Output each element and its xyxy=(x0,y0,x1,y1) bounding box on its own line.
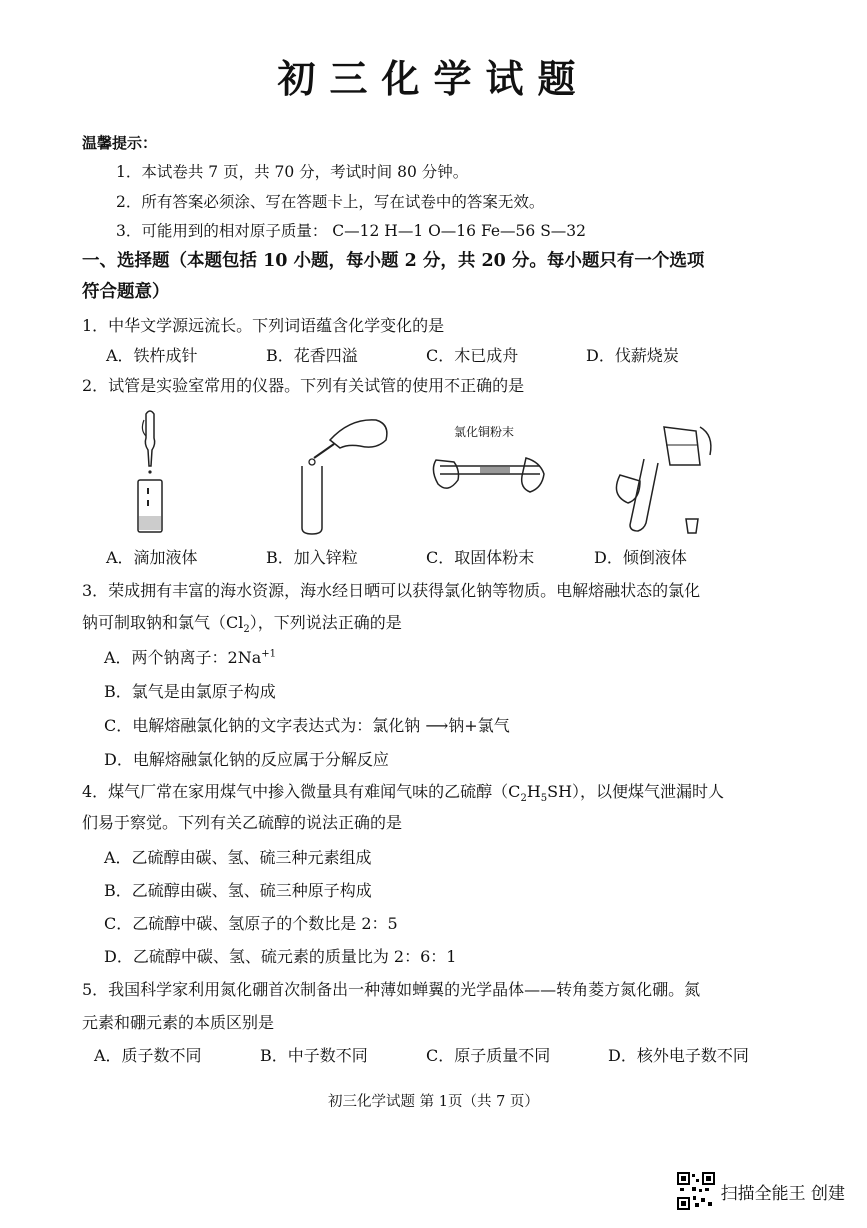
figure-taking-powder xyxy=(430,440,550,510)
q1-option-b: B．花香四溢 xyxy=(266,346,358,365)
q4-option-d: D．乙硫醇中碳、氢、硫元素的质量比为 2：6：1 xyxy=(104,947,457,966)
tip-item-2: 2．所有答案必须涂、写在答题卡上，写在试卷中的答案无效。 xyxy=(116,193,545,211)
q3-option-b: B．氯气是由氯原子构成 xyxy=(104,682,276,701)
q1-stem: 1．中华文学源远流长。下列词语蕴含化学变化的是 xyxy=(82,316,445,335)
tip-item-1: 1．本试卷共 7 页，共 70 分，考试时间 80 分钟。 xyxy=(116,163,469,181)
q2-option-d: D．倾倒液体 xyxy=(594,548,687,567)
section-heading-line2: 符合题意） xyxy=(82,282,170,302)
q4-option-b: B．乙硫醇由碳、氢、硫三种原子构成 xyxy=(104,881,372,900)
q5-option-c: C．原子质量不同 xyxy=(426,1046,551,1065)
figure-pouring-liquid xyxy=(600,415,720,540)
q5-stem-line1: 5．我国科学家利用氮化硼首次制备出一种薄如蝉翼的光学晶体——转角菱方氮化硼。氮 xyxy=(82,980,701,999)
q2-stem: 2．试管是实验室常用的仪器。下列有关试管的使用不正确的是 xyxy=(82,376,525,395)
q4-stem-line1: 4．煤气厂常在家用煤气中掺入微量具有难闻气味的乙硫醇$(C_2H_5SH)$，以便煤气泄漏时人 xyxy=(82,782,725,805)
q4-option-c: C．乙硫醇中碳、氢原子的个数比是 2：5 xyxy=(104,914,398,933)
q5-options xyxy=(94,1043,778,1066)
watermark-text: 扫描全能王 创建 xyxy=(720,1183,845,1204)
q3-option-c: C．电解熔融氯化钠的文字表达式为：氯化钠 ⟶钠+氯气 xyxy=(104,716,510,735)
q3-option-d: D．电解熔融氯化钠的反应属于分解反应 xyxy=(104,750,389,769)
tip-item-3: 3．可能用到的相对原子质量： C—12 H—1 O—16 Fe—56 S—32 xyxy=(116,222,587,240)
q1-option-d: D．伐薪烧炭 xyxy=(586,346,679,365)
arrow-icon: ⟶ xyxy=(425,716,449,735)
page-footer: 初三化学试题 第 1页（共 7 页） xyxy=(328,1094,539,1110)
q2-option-b: B．加入锌粒 xyxy=(266,548,358,567)
figure-dropping-liquid xyxy=(120,408,180,538)
q1-options xyxy=(106,343,746,366)
q3-stem-line2: 钠可制取钠和氯气$(Cl_2)$，下列说法正确的是 xyxy=(82,613,402,636)
q3-stem-line1: 3．荣成拥有丰富的海水资源，海水经日晒可以获得氯化钠等物质。电解熔融状态的氯化 xyxy=(82,581,701,600)
q2-option-a: A．滴加液体 xyxy=(106,548,198,567)
q4-option-a: A．乙硫醇由碳、氢、硫三种元素组成 xyxy=(104,848,372,867)
q3-option-a: A．两个钠离子：$2Na^{+1}$ xyxy=(104,648,277,667)
q1-option-a: A．铁杵成针 xyxy=(106,346,198,365)
q5-option-d: D．核外电子数不同 xyxy=(608,1046,749,1065)
figure-c-label: 氯化铜粉末 xyxy=(454,425,515,439)
q5-stem-line2: 元素和硼元素的本质区别是 xyxy=(82,1013,275,1032)
q4-stem-line2: 们易于察觉。下列有关乙硫醇的说法正确的是 xyxy=(82,813,403,832)
page-title: 初三化学试题 xyxy=(277,56,590,101)
figure-adding-zinc xyxy=(290,410,400,538)
q2-options xyxy=(106,545,754,568)
camscanner-watermark xyxy=(677,1172,845,1210)
tips-heading: 温馨提示： xyxy=(82,134,158,152)
qr-code-icon xyxy=(677,1172,715,1210)
q1-option-c: C．木已成舟 xyxy=(426,346,519,365)
section-heading-line1: 一、选择题（本题包括 10 小题，每小题 2 分，共 20 分。每小题只有一个选项 xyxy=(82,251,705,271)
q2-option-c: C．取固体粉末 xyxy=(426,548,535,567)
q5-option-b: B．中子数不同 xyxy=(260,1046,368,1065)
q5-option-a: A．质子数不同 xyxy=(94,1046,202,1065)
